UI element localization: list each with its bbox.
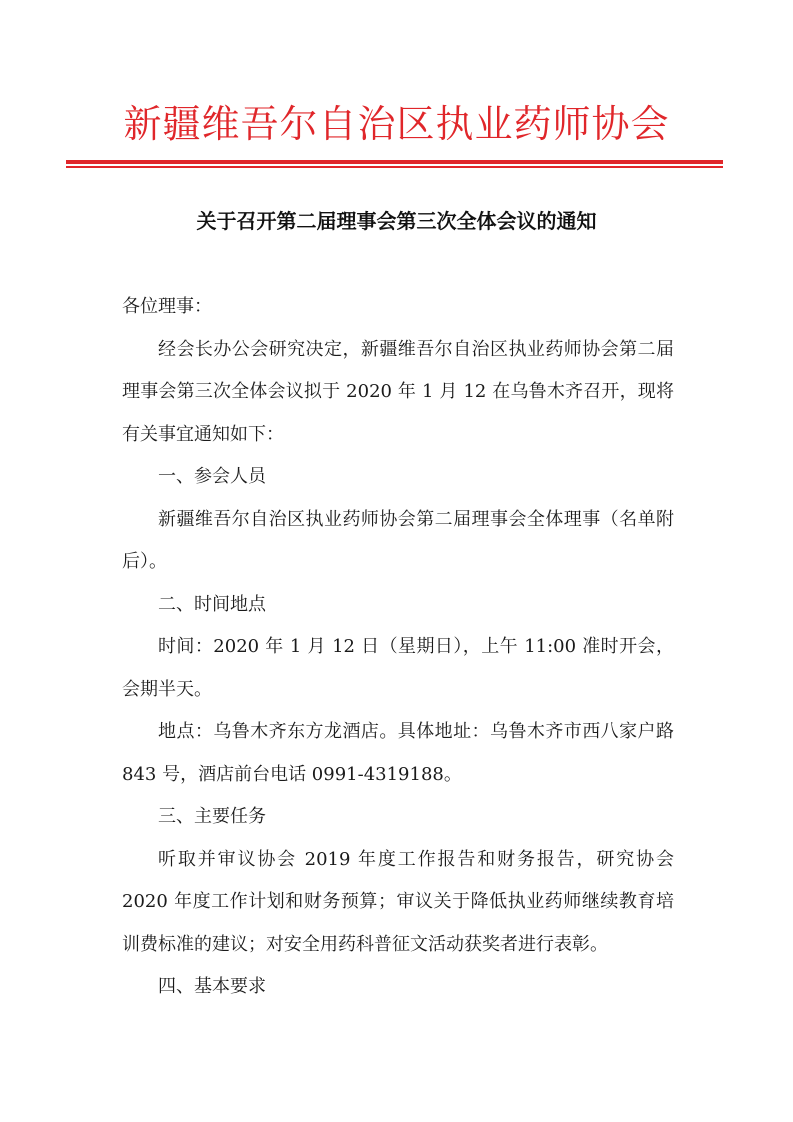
section-heading-requirements: 四、基本要求 [158, 976, 266, 997]
section-heading-time-place: 二、时间地点 [158, 593, 266, 615]
intro-paragraph: 经会长办公会研究决定，新疆维吾尔自治区执业药师协会第二届理事会第三次全体会议拟于 2020 年 1 月 12 在乌鲁木齐召开，现将有关事宜通知如下： [122, 338, 674, 445]
notice-title: 关于召开第二届理事会第三次全体会议的通知 [196, 209, 597, 233]
tasks-paragraph: 听取并审议协会 2019 年度工作报告和财务报告，研究协会 2020 年度工作计划和财务预算；审议关于降低执业药师继续教育培训费标准的建议；对安全用药科普征文活动获奖者进行表彰。 [122, 848, 674, 955]
letterhead-rule-thin [66, 166, 723, 168]
time-paragraph: 时间：2020 年 1 月 12 日（星期日），上午 11:00 准时开会，会期半天。 [122, 636, 674, 700]
place-paragraph: 地点：乌鲁木齐东方龙酒店。具体地址：乌鲁木齐市西八家户路 843 号，酒店前台电话 0991-4319188。 [122, 721, 674, 785]
section-heading-attendees: 一、参会人员 [158, 466, 266, 487]
attendees-paragraph: 新疆维吾尔自治区执业药师协会第二届理事会全体理事（名单附后）。 [122, 508, 674, 572]
section-heading-tasks: 三、主要任务 [158, 806, 266, 827]
notice-body [122, 286, 674, 1009]
organization-name: 新疆维吾尔自治区执业药师协会 [123, 102, 670, 146]
salutation: 各位理事： [122, 296, 212, 317]
letterhead-rule-thick [66, 160, 723, 164]
